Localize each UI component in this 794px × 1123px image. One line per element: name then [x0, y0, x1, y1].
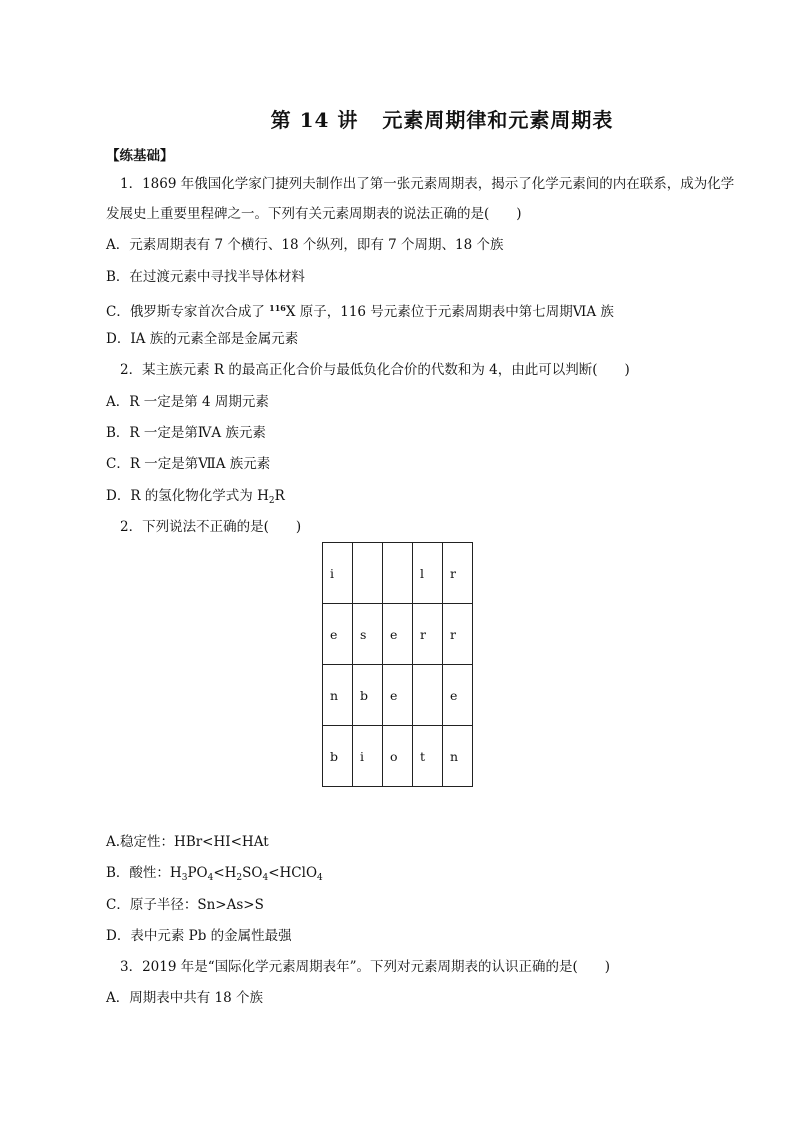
q3-option-a: A.稳定性：HBr<HI<HAt: [106, 834, 269, 850]
q2-stem: 2．某主族元素 R 的最高正化合价与最低负化合价的代数和为 4，由此可以判断( ): [120, 362, 630, 378]
q3-stem: 2．下列说法不正确的是( ): [120, 519, 302, 535]
grid-cell: i: [353, 726, 383, 787]
grid-cell: r: [443, 604, 473, 665]
section-heading: 【练基础】: [106, 148, 174, 164]
grid-cell: e: [383, 604, 413, 665]
grid-cell: [383, 543, 413, 604]
grid-cell: r: [413, 604, 443, 665]
q3-option-b-part: B．酸性：H: [106, 865, 182, 881]
grid-cell: n: [443, 726, 473, 787]
q1-stem-line1: 1．1869 年俄国化学家门捷列夫制作出了第一张元素周期表，揭示了化学元素间的内在联系，成为化学: [120, 176, 735, 192]
q2-option-d-text: D．R 的氢化物化学式为 H: [106, 488, 269, 504]
grid-cell: i: [323, 543, 353, 604]
q4-stem: 3．2019 年是“国际化学元素周期表年”。下列对元素周期表的认识正确的是( ): [120, 959, 611, 975]
grid-cell: b: [353, 665, 383, 726]
q4-option-a: A．周期表中共有 18 个族: [106, 990, 264, 1006]
q3-option-d: D．表中元素 Pb 的金属性最强: [106, 928, 292, 944]
grid-cell: e: [323, 604, 353, 665]
grid-cell: t: [413, 726, 443, 787]
page-title: [45, 104, 794, 133]
q3-option-b-sub: 4: [317, 873, 323, 883]
q2-option-d-text-end: R: [274, 488, 285, 504]
q3-option-c: C．原子半径：Sn>As>S: [106, 897, 264, 913]
grid-cell: [353, 543, 383, 604]
grid-cell: o: [383, 726, 413, 787]
q1-option-b: B．在过渡元素中寻找半导体材料: [106, 269, 305, 285]
q1-option-c-text-end: X 原子，116 号元素位于元素周期表中第七周期ⅥA 族: [285, 304, 614, 320]
grid-row: [323, 665, 473, 726]
q3-option-b-sub: 3: [181, 873, 188, 883]
grid-row: [323, 604, 473, 665]
grid-cell: b: [323, 726, 353, 787]
grid-cell: l: [413, 543, 443, 604]
grid-cell: [413, 665, 443, 726]
q3-option-b-sub: 4: [207, 873, 214, 883]
q1-option-c: [106, 298, 614, 322]
grid-cell: n: [323, 665, 353, 726]
q3-option-b-part: SO: [242, 865, 263, 881]
grid-row: [323, 726, 473, 787]
title-text: 元素周期律和元素周期表: [382, 108, 614, 132]
q3-option-b: [106, 863, 323, 888]
grid-row: [323, 543, 473, 604]
q2-option-a: A．R 一定是第 4 周期元素: [106, 394, 269, 410]
grid-cell: e: [383, 665, 413, 726]
q1-option-c-text-start: C．俄罗斯专家首次合成了: [106, 304, 270, 320]
q2-option-c: C．R 一定是第ⅦA 族元素: [106, 456, 271, 472]
q1-option-d: D．ⅠA 族的元素全部是金属元素: [106, 331, 299, 347]
q3-option-b-sub: 4: [262, 873, 269, 883]
q3-option-b-sub: 2: [236, 873, 243, 883]
element-grid-table: [322, 542, 473, 787]
q2-option-d: [106, 486, 285, 511]
grid-cell: s: [353, 604, 383, 665]
q1-option-a: A．元素周期表有 7 个横行、18 个纵列，即有 7 个周期、18 个族: [106, 237, 504, 253]
q1-stem-line2: 发展史上重要里程碑之一。下列有关元素周期表的说法正确的是( ): [106, 206, 522, 222]
grid-cell: r: [443, 543, 473, 604]
q2-option-b: B．R 一定是第ⅣA 族元素: [106, 425, 266, 441]
q3-option-b-part: PO: [187, 865, 208, 881]
q3-option-b-part: <HClO: [268, 865, 318, 881]
grid-cell: e: [443, 665, 473, 726]
title-lesson-number: 第 14 讲: [270, 108, 359, 132]
q2-option-d-subscript: 2: [268, 496, 275, 506]
q1-option-c-mass-number: 116: [269, 303, 286, 313]
q3-option-b-part: <H: [213, 865, 237, 881]
